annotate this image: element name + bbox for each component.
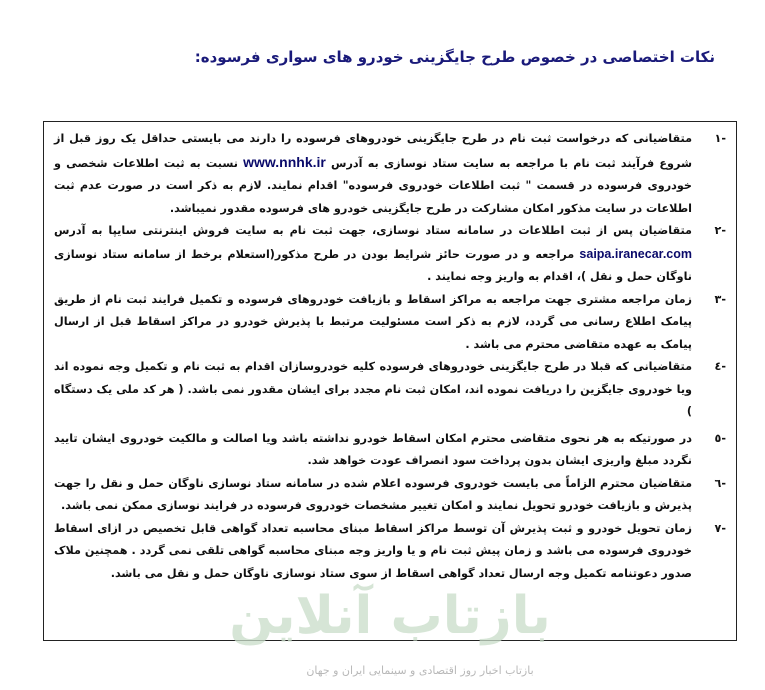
watermark-tagline: بازتاب اخبار روز اقتصادی و سینمایی ایران و جهان [306,664,534,677]
item-number: -٢ [714,224,726,237]
saipa-link[interactable]: saipa.iranecar.com [579,246,692,261]
notes-list [44,122,736,585]
item-number: -٦ [714,476,726,490]
notes-box [43,121,737,641]
item-text: متقاضیان پس از ثبت اطلاعات در سامانه ستاد نوسازی، جهت ثبت نام به سایت فروش اینترنتی سایپا به آدرس [54,224,692,237]
item-text: زمان تحویل خودرو و ثبت پذیرش آن توسط مراکز اسقاط مبنای محاسبه تعداد گواهی قابل تخصیص در ازای اسقاط خودروی فرسوده می باشد و زمان پیش ثبت نام و یا واریز وجه مبنای محاسبه گواهی تلقی نمی گردد . همچنین ملاک صدور دعوتنامه تکمیل وجه ارسال تعداد گواهی اسقاط از سوی ستاد نوسازی ناوگان حمل و نقل می باشد. [54,521,692,580]
item-text-cont: مراجعه و در صورت حائز شرایط بودن در طرح مذکور(استعلام برخط از سامانه ستاد نوسازی ناوگان حمل و نقل )، اقدام به واریز وجه نمایند . [54,247,692,283]
item-text-cont: نسبت به ثبت اطلاعات شخصی و خودروی فرسوده در قسمت " ثبت اطلاعات خودروی فرسوده" اقدام نمایند. لازم به ذکر است در صورت عدم ثبت اطلاعات در سایت مذکور امکان مشارکت در طرح جایگزینی خودرو های فرسوده مقدور نمیباشد. [54,156,692,215]
page-title: نکات اختصاصی در خصوص طرح جایگزینی خودرو های سواری فرسوده: [194,48,715,66]
note-item-4 [54,356,728,424]
nnhk-link[interactable]: www.nnhk.ir [243,153,326,170]
item-number: -١ [714,132,726,145]
item-text: زمان مراجعه مشتری جهت مراجعه به مراکز اسقاط و بازیافت خودروهای فرسوده و تکمیل فرایند ثبت نام از طریق پیامک اطلاع رسانی می گردد، لازم به ذکر است مسئولیت مرتبط با پذیرش خودرو در مراکز اسقاط قبل از ارسال پیامک به عهده متقاضی محترم می باشد . [54,292,692,351]
note-item-2 [54,220,728,289]
item-number: -٧ [714,521,726,535]
note-item-1 [54,128,728,220]
item-number: -٥ [714,431,726,445]
note-item-7 [54,518,728,586]
item-text: متقاضیان محترم الزاماً می بایست خودروی فرسوده اعلام شده در سامانه ستاد نوسازی ناوگان حمل و نقل را جهت پذیرش و بازیافت خودرو تحویل نمایند و امکان تغییر مشخصات خودروی فرسوده در فرایند نوسازی ممکن نمی باشد. [54,476,692,512]
note-item-5 [54,428,728,473]
item-number: -٣ [714,292,726,306]
watermark-logo-text: بازتاب آنلاین [229,586,551,646]
item-text: متقاضیانی که درخواست ثبت نام در طرح جایگزینی خودروهای فرسوده را دارند می بایستی حداقل یک روز قبل از شروع فرآیند ثبت نام با مراجعه به سایت ستاد نوسازی به آدرس [54,132,692,170]
item-text: متقاضیانی که قبلا در طرح جایگزینی خودروهای فرسوده کلیه خودروسازان اقدام به ثبت نام و تکمیل وجه نموده اند ویا خودروی جایگزین را دریافت نموده اند، امکان ثبت نام مجدد برای ایشان مقدور نمی باشد. ( هر کد ملی یک دستگاه ) [54,360,692,418]
item-number: -٤ [714,360,726,373]
note-item-6 [54,473,728,518]
item-text: در صورتیکه به هر نحوی متقاضی محترم امکان اسقاط خودرو نداشته باشد ویا اصالت و مالکیت خودروی ایشان تایید نگردد مبلغ واریزی ایشان بدون پرداخت سود انصراف عودت خواهد شد. [54,431,692,467]
note-item-3 [54,289,728,357]
